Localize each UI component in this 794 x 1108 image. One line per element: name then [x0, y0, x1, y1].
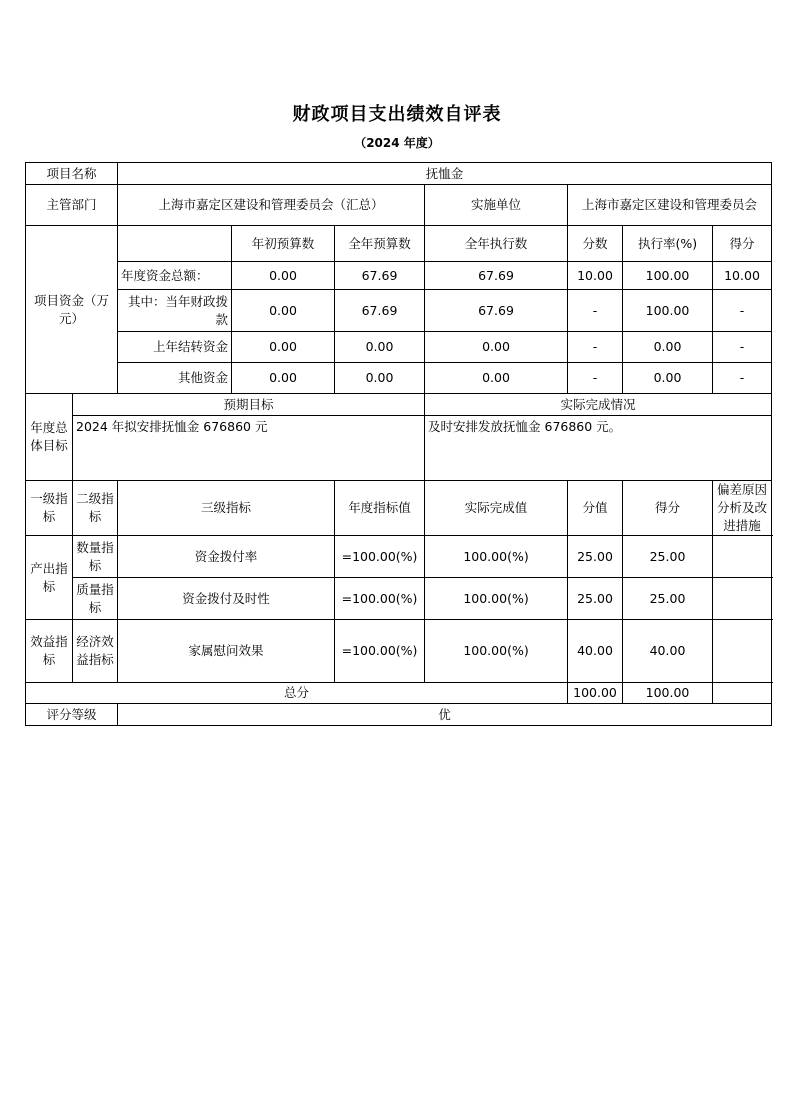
- indicator-target: =100.00(%): [335, 578, 425, 620]
- funds-row-got: -: [713, 332, 772, 363]
- indicator-row: [26, 536, 772, 578]
- funds-row-full: 0.00: [335, 363, 425, 394]
- project-name-value: 抚恤金: [118, 163, 772, 185]
- evaluation-table: [25, 162, 772, 726]
- header-deviation: 偏差原因分析及改进措施: [713, 481, 772, 536]
- funds-row-rate: 100.00: [623, 262, 713, 290]
- funds-row: [26, 332, 772, 363]
- indicator-deviation: [713, 620, 772, 683]
- funds-row-score: -: [568, 363, 623, 394]
- funds-row-full: 0.00: [335, 332, 425, 363]
- funds-row-exec: 0.00: [425, 363, 568, 394]
- goals-expected-text: 2024 年拟安排抚恤金 676860 元: [73, 416, 425, 481]
- header-actual: 实际完成值: [425, 481, 568, 536]
- page-title: 财政项目支出绩效自评表: [292, 104, 502, 125]
- indicator-actual: 100.00(%): [425, 620, 568, 683]
- funds-row-init: 0.00: [232, 262, 335, 290]
- funds-row-score: 10.00: [568, 262, 623, 290]
- project-name-row: [26, 163, 772, 185]
- dept-label: 主管部门: [26, 185, 118, 226]
- funds-header-init: 年初预算数: [232, 226, 335, 262]
- unit-value: 上海市嘉定区建设和管理委员会: [568, 185, 772, 226]
- indicator-row: [26, 620, 772, 683]
- indicator-actual: 100.00(%): [425, 578, 568, 620]
- indicator-weight: 40.00: [568, 620, 623, 683]
- total-deviation-blank: [713, 683, 772, 704]
- rating-value: 优: [118, 704, 772, 726]
- unit-label: 实施单位: [425, 185, 568, 226]
- dept-value: 上海市嘉定区建设和管理委员会（汇总）: [118, 185, 425, 226]
- total-label: 总分: [26, 683, 568, 704]
- indicator-score: 25.00: [623, 578, 713, 620]
- funds-row-exec: 67.69: [425, 290, 568, 332]
- indicator-level1: 效益指标: [26, 620, 73, 683]
- funds-row: [26, 262, 772, 290]
- indicator-level2: 经济效益指标: [73, 620, 118, 683]
- funds-row-label: 其中：当年财政拨款: [118, 290, 232, 332]
- funds-row: [26, 290, 772, 332]
- funds-row-score: -: [568, 332, 623, 363]
- indicator-target: =100.00(%): [335, 536, 425, 578]
- total-weight: 100.00: [568, 683, 623, 704]
- indicator-deviation: [713, 578, 772, 620]
- indicator-level3: 资金拨付及时性: [118, 578, 335, 620]
- header-level3: 三级指标: [118, 481, 335, 536]
- indicator-deviation: [713, 536, 772, 578]
- funds-row-label: 其他资金: [118, 363, 232, 394]
- indicator-level3: 资金拨付率: [118, 536, 335, 578]
- funds-header-got: 得分: [713, 226, 772, 262]
- indicator-actual: 100.00(%): [425, 536, 568, 578]
- funds-row-got: -: [713, 363, 772, 394]
- funds-header-full: 全年预算数: [335, 226, 425, 262]
- goals-label: 年度总体目标: [26, 394, 73, 481]
- funds-row-init: 0.00: [232, 332, 335, 363]
- goals-expected-header: 预期目标: [73, 394, 425, 416]
- indicator-header-row: [26, 481, 772, 536]
- funds-row-full: 67.69: [335, 290, 425, 332]
- funds-header-rate: 执行率(%): [623, 226, 713, 262]
- funds-row-rate: 0.00: [623, 332, 713, 363]
- funds-row-got: -: [713, 290, 772, 332]
- funds-row-label: 年度资金总额：: [118, 262, 232, 290]
- funds-label: 项目资金（万元）: [26, 226, 118, 394]
- indicator-score: 25.00: [623, 536, 713, 578]
- funds-row-exec: 0.00: [425, 332, 568, 363]
- rating-row: [26, 704, 772, 726]
- header-level1: 一级指标: [26, 481, 73, 536]
- funds-header-blank: [118, 226, 232, 262]
- goals-content-row: [26, 416, 772, 481]
- indicator-level3: 家属慰问效果: [118, 620, 335, 683]
- funds-row-label: 上年结转资金: [118, 332, 232, 363]
- funds-row-exec: 67.69: [425, 262, 568, 290]
- rating-label: 评分等级: [26, 704, 118, 726]
- project-name-label: 项目名称: [26, 163, 118, 185]
- goals-header-row: [26, 394, 772, 416]
- funds-row-score: -: [568, 290, 623, 332]
- indicator-target: =100.00(%): [335, 620, 425, 683]
- funds-header-row: [26, 226, 772, 262]
- indicator-level2: 数量指标: [73, 536, 118, 578]
- header-target: 年度指标值: [335, 481, 425, 536]
- funds-row-init: 0.00: [232, 363, 335, 394]
- funds-row: [26, 363, 772, 394]
- indicator-score: 40.00: [623, 620, 713, 683]
- funds-row-init: 0.00: [232, 290, 335, 332]
- header-level2: 二级指标: [73, 481, 118, 536]
- goals-actual-text: 及时安排发放抚恤金 676860 元。: [425, 416, 772, 481]
- funds-header-score: 分数: [568, 226, 623, 262]
- department-row: [26, 185, 772, 226]
- indicator-level2: 质量指标: [73, 578, 118, 620]
- header-score: 得分: [623, 481, 713, 536]
- indicator-row: [26, 578, 772, 620]
- funds-row-full: 67.69: [335, 262, 425, 290]
- indicator-level1: 产出指标: [26, 536, 73, 620]
- goals-actual-header: 实际完成情况: [425, 394, 772, 416]
- total-score: 100.00: [623, 683, 713, 704]
- funds-row-rate: 0.00: [623, 363, 713, 394]
- funds-header-exec: 全年执行数: [425, 226, 568, 262]
- indicator-weight: 25.00: [568, 536, 623, 578]
- funds-row-got: 10.00: [713, 262, 772, 290]
- page-subtitle: （2024 年度）: [354, 136, 440, 150]
- funds-row-rate: 100.00: [623, 290, 713, 332]
- total-row: [26, 683, 772, 704]
- header-weight: 分值: [568, 481, 623, 536]
- indicator-weight: 25.00: [568, 578, 623, 620]
